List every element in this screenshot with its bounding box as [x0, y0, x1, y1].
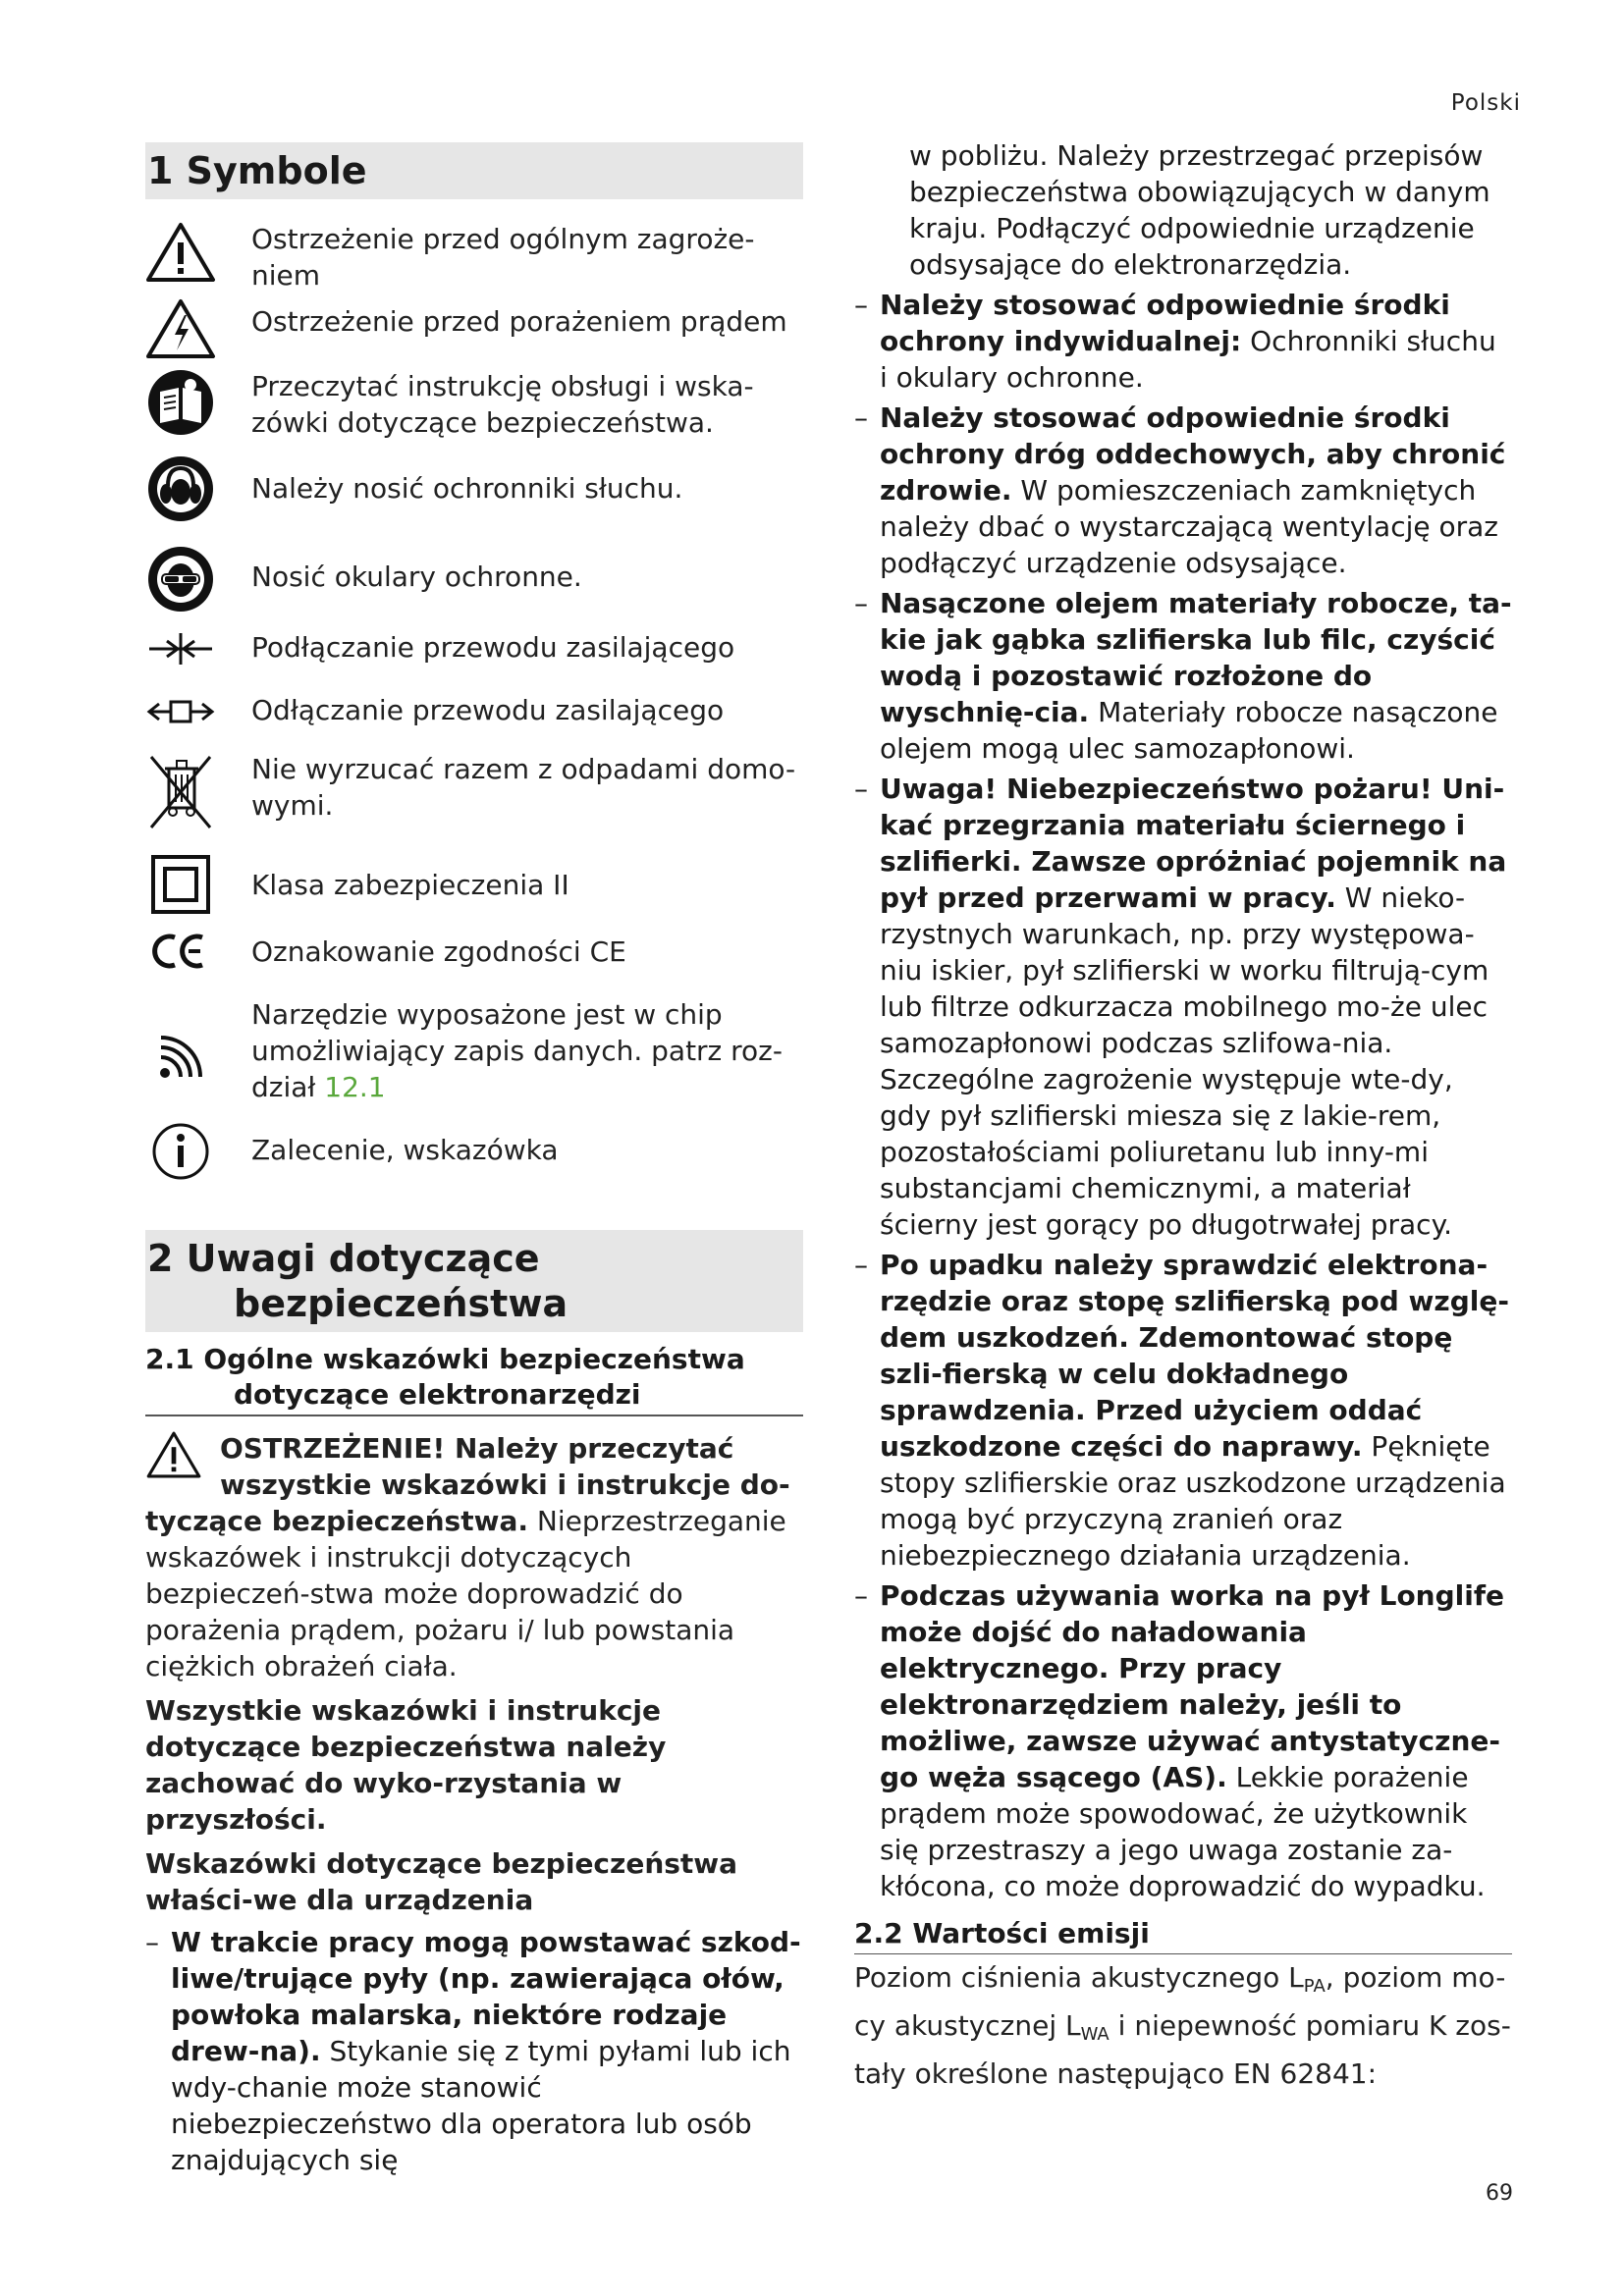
bullet-dash: – [854, 773, 868, 805]
safety-item-bold: Należy stosować odpowiednie środki ochrony dróg oddechowych, aby chronić zdrowie. [880, 401, 1506, 507]
electric-shock-warning-icon [145, 297, 216, 360]
ear-protection-icon [145, 454, 216, 523]
symbol-text: Podłączanie przewodu zasilającego [251, 631, 735, 664]
ce-mark-icon [145, 932, 216, 971]
symbol-row [145, 297, 803, 368]
symbol-text-main: Narzędzie wyposażone jest w chip umożliwiający zapis danych. patrz roz- dział [251, 998, 783, 1103]
safety-item [854, 585, 1512, 767]
symbol-text: Przeczytać instrukcję obsługi i wska- zówki dotyczące bezpieczeństwa. [251, 370, 754, 439]
safety-item-text [880, 1247, 1512, 1574]
language-label: Polski [1450, 90, 1521, 116]
symbol-row [145, 629, 803, 692]
safety-item-bold: Podczas używania worka na pył Longlife może dojść do naładowania elektrycznego. Przy pracy elektronarzędziem należy, jeśli to możliwe, zawsze używać antystatyczne-go węża ssącego (AS). [880, 1579, 1505, 1793]
safety-item [854, 1247, 1512, 1574]
safety-item [854, 287, 1512, 396]
symbol-row [145, 996, 803, 1122]
section-2-title [145, 1230, 803, 1332]
safety-item-body: Materiały robocze nasączone olejem mogą ulec samozapłonowi. [880, 696, 1498, 765]
symbol-text: Należy nosić ochronniki słuchu. [251, 472, 683, 505]
symbol-text: Odłączanie przewodu zasilającego [251, 694, 725, 726]
section-2-title-line1: 2 Uwagi dotyczące [147, 1237, 540, 1280]
bullet-spacer [854, 137, 880, 283]
subsection-2-1-line2: dotyczące elektronarzędzi [234, 1378, 641, 1411]
safety-item-body: Stykanie się z tymi pyłami lub ich wdy-chanie może stanowić niebezpieczeństwo dla operatora lub osób znajdujących się [171, 2035, 791, 2176]
safety-item [854, 771, 1512, 1243]
safety-item-body: Ochronniki słuchu i okulary ochronne. [880, 325, 1496, 394]
safety-item-text [171, 1924, 803, 2178]
emission-paragraph [854, 1958, 1512, 2094]
eye-protection-icon [145, 545, 216, 614]
subsection-2-2-title: 2.2 Wartości emisji [854, 1916, 1512, 1954]
bullet-dash: – [854, 289, 868, 321]
bullet-dash: – [145, 1926, 159, 1958]
right-column [854, 137, 1512, 2094]
safety-item-body: W nieko-rzystnych warunkach, np. przy występowa-niu iskier, pył szlifierski w worku filtrują-cym lub filtrze odkurzacza mobilnego mo-że ulec samozapłonowi podczas szlifowa-nia. Szczególne zagrożenie występuje wte-dy, gdy pył szlifierski miesza się z lakie-rem, pozostałościami poliuretanu lub inny-mi substancjami chemicznymi, a materiał ścierny jest gorący po długotrwałej pracy. [880, 881, 1489, 1241]
emission-sub-pa: PA [1303, 1976, 1326, 1997]
symbol-row [145, 221, 803, 297]
info-icon [145, 1122, 216, 1181]
protection-class-ii-icon [145, 853, 216, 916]
symbol-row [145, 932, 803, 996]
emission-text-3: i niepewność pomiaru K zos-tały określone następująco EN 62841: [854, 2009, 1511, 2090]
safety-item-text [880, 1577, 1512, 1904]
symbol-text: Ostrzeżenie przed ogólnym zagroże- niem [251, 223, 755, 292]
safety-item-body: W pomieszczeniach zamkniętych należy dbać o wystarczającą wentylację oraz podłączyć urządzenie odsysające. [880, 474, 1498, 579]
general-warning-icon [145, 221, 216, 284]
chapter-link[interactable]: 12.1 [324, 1071, 386, 1103]
safety-item-bold: Po upadku należy sprawdzić elektrona-rzędzie oraz stopę szlifierską pod wzglę-dem uszkodzeń. Zdemontować stopę szli-fierską w celu dokładnego sprawdzenia. Przed użyciem oddać uszkodzone części do naprawy. [880, 1249, 1509, 1463]
warning-bold-text: OSTRZEŻENIE! Należy przeczytać wszystkie wskazówki i instrukcje do-tyczące bezpieczeństwa. [145, 1432, 790, 1537]
symbol-row [145, 692, 803, 751]
bullet-dash: – [854, 1249, 868, 1281]
warning-text: Nieprzestrzeganie wskazówek i instrukcji dotyczących bezpieczeń-stwa może doprowadzić do porażenia prądem, pożaru i/ lub powstania ciężkich obrażeń ciała. [145, 1505, 786, 1682]
read-manual-icon [145, 368, 216, 437]
safety-item-bold: Nasączone olejem materiały robocze, ta-kie jak gąbka szlifierska lub filc, czyścić wodą i pozostawić rozłożone do wyschnię-cia. [880, 587, 1512, 728]
symbol-text [216, 996, 783, 1105]
safety-item-bold: Należy stosować odpowiednie środki ochrony indywidualnej: [880, 289, 1450, 357]
safety-item-text [880, 585, 1512, 767]
subsection-2-1-line1: 2.1 Ogólne wskazówki bezpieczeństwa [145, 1343, 745, 1375]
keep-instructions: Wszystkie wskazówki i instrukcje dotyczące bezpieczeństwa należy zachować do wyko-rzystania w przyszłości. [145, 1694, 667, 1836]
rfid-chip-icon [145, 996, 216, 1081]
page-number: 69 [1486, 2181, 1513, 2206]
bullet-dash: – [854, 401, 868, 434]
section-2-title-line2: bezpieczeństwa [234, 1282, 568, 1325]
section-1-title: 1 Symbole [145, 142, 803, 199]
weee-bin-icon [145, 751, 216, 833]
safety-item [854, 400, 1512, 581]
emission-text-2: , poziom mo-cy akustycznej L [854, 1961, 1506, 2042]
subsection-2-1-title [145, 1342, 803, 1416]
safety-item-continued [854, 137, 1512, 283]
safety-item-bold: W trakcie pracy mogą powstawać szkod-liwe/trujące pyły (np. zawierająca ołów, powłoka malarska, niektóre rodzaje drew-na). [171, 1926, 801, 2067]
plug-connect-icon [145, 629, 216, 668]
symbol-list [145, 221, 803, 1191]
device-specific-heading: Wskazówki dotyczące bezpieczeństwa właści-we dla urządzenia [145, 1847, 738, 1916]
safety-item [145, 1924, 803, 2178]
symbol-row [145, 853, 803, 932]
symbol-row [145, 368, 803, 454]
symbol-row [145, 545, 803, 629]
general-warning-icon [145, 1430, 202, 1479]
symbol-text: Ostrzeżenie przed porażeniem prądem [251, 305, 787, 338]
safety-item-body: w pobliżu. Należy przestrzegać przepisów bezpieczeństwa obowiązujących w danym kraju. Podłączyć odpowiednie urządzenie odsysające do elektronarzędzia. [909, 139, 1490, 281]
bullet-dash: – [854, 587, 868, 619]
safety-item-text [880, 771, 1512, 1243]
safety-item-body: Lekkie porażenie prądem może spowodować, że użytkownik się przestraszy a jego uwaga zostanie za-kłócona, co może doprowadzić do wypadku. [880, 1761, 1486, 1902]
symbol-text: Nie wyrzucać razem z odpadami domo- wymi. [251, 753, 796, 822]
general-warning-paragraph [145, 1430, 803, 1684]
emission-text-1: Poziom ciśnienia akustycznego L [854, 1961, 1304, 1994]
plug-disconnect-icon [145, 692, 216, 731]
emission-sub-wa: WA [1080, 2024, 1110, 2045]
safety-item [854, 1577, 1512, 1904]
left-column [145, 142, 803, 2178]
bullet-dash: – [854, 1579, 868, 1612]
symbol-row [145, 751, 803, 853]
symbol-text: Nosić okulary ochronne. [251, 561, 582, 593]
symbol-text: Klasa zabezpieczenia II [251, 869, 569, 901]
safety-item-text [880, 400, 1512, 581]
symbol-row [145, 1122, 803, 1191]
symbol-text: Oznakowanie zgodności CE [251, 935, 626, 968]
symbol-text: Zalecenie, wskazówka [251, 1134, 559, 1166]
symbol-row [145, 454, 803, 545]
safety-item-bold: Uwaga! Niebezpieczeństwo pożaru! Uni-kać przegrzania materiału ściernego i szlifierki. Zawsze opróżniać pojemnik na pył przed przerwami w pracy. [880, 773, 1507, 914]
safety-item-body: Pęknięte stopy szlifierskie oraz uszkodzone urządzenia mogą być przyczyną zranień oraz niebezpiecznego działania urządzenia. [880, 1430, 1506, 1572]
safety-item-text [880, 287, 1512, 396]
